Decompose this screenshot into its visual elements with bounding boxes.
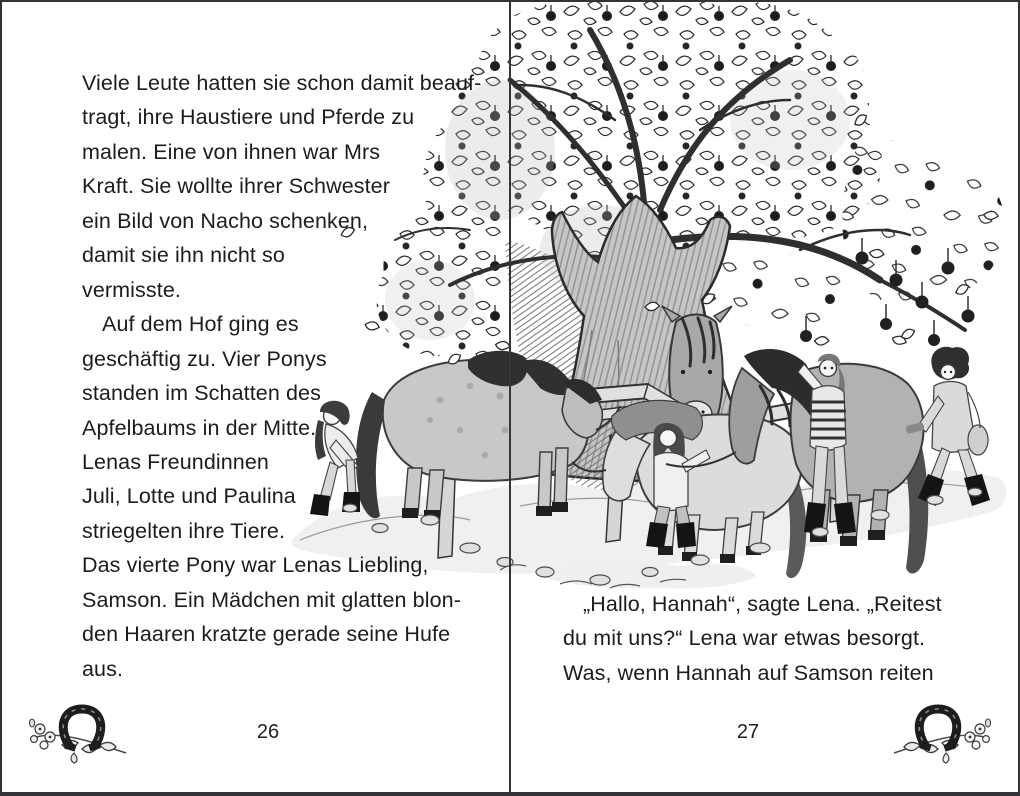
text-line: Auf dem Hof ging es <box>102 312 299 336</box>
text-line: tragt, ihre Haustiere und Pferde zu <box>82 105 415 129</box>
text-line: Apfelbaums in der Mitte. <box>82 416 317 440</box>
page-number-right: 27 <box>736 721 760 743</box>
girl-cleaning-hooves <box>310 401 360 516</box>
text-line: standen im Schatten des <box>82 381 321 405</box>
page-gutter-line <box>509 0 511 796</box>
frame-left <box>0 0 2 796</box>
horseshoe-ornament-right <box>884 701 994 765</box>
horseshoe-ornament-left <box>26 701 136 765</box>
text-line: du mit uns?“ Lena war etwas besorgt. <box>563 626 926 650</box>
frame-top <box>0 0 1020 2</box>
text-line: malen. Eine von ihnen war Mrs <box>82 140 381 164</box>
text-line: striegelten ihre Tiere. <box>82 519 286 543</box>
frame-bottom <box>0 792 1020 796</box>
text-line: geschäftig zu. Vier Ponys <box>82 347 327 371</box>
text-line: vermisste. <box>82 278 181 302</box>
text-line: den Haaren kratzte gerade seine Hufe <box>82 622 451 646</box>
text-line: Was, wenn Hannah auf Samson reiten <box>563 661 934 685</box>
text-line: damit sie ihn nicht so <box>82 243 285 267</box>
text-line: Viele Leute hatten sie schon damit beauf- <box>82 71 482 95</box>
text-line: aus. <box>82 657 124 681</box>
page-number-left: 26 <box>256 721 280 743</box>
text-line: Das vierte Pony war Lenas Liebling, <box>82 553 429 577</box>
text-line: Samson. Ein Mädchen mit glatten blon- <box>82 588 461 612</box>
text-line: „Hallo, Hannah“, sagte Lena. „Reitest <box>583 592 942 616</box>
text-line: Kraft. Sie wollte ihrer Schwester <box>82 174 390 198</box>
text-line: ein Bild von Nacho schenken, <box>82 209 369 233</box>
text-line: Juli, Lotte und Paulina <box>82 484 296 508</box>
text-line: Lenas Freundinnen <box>82 450 269 474</box>
